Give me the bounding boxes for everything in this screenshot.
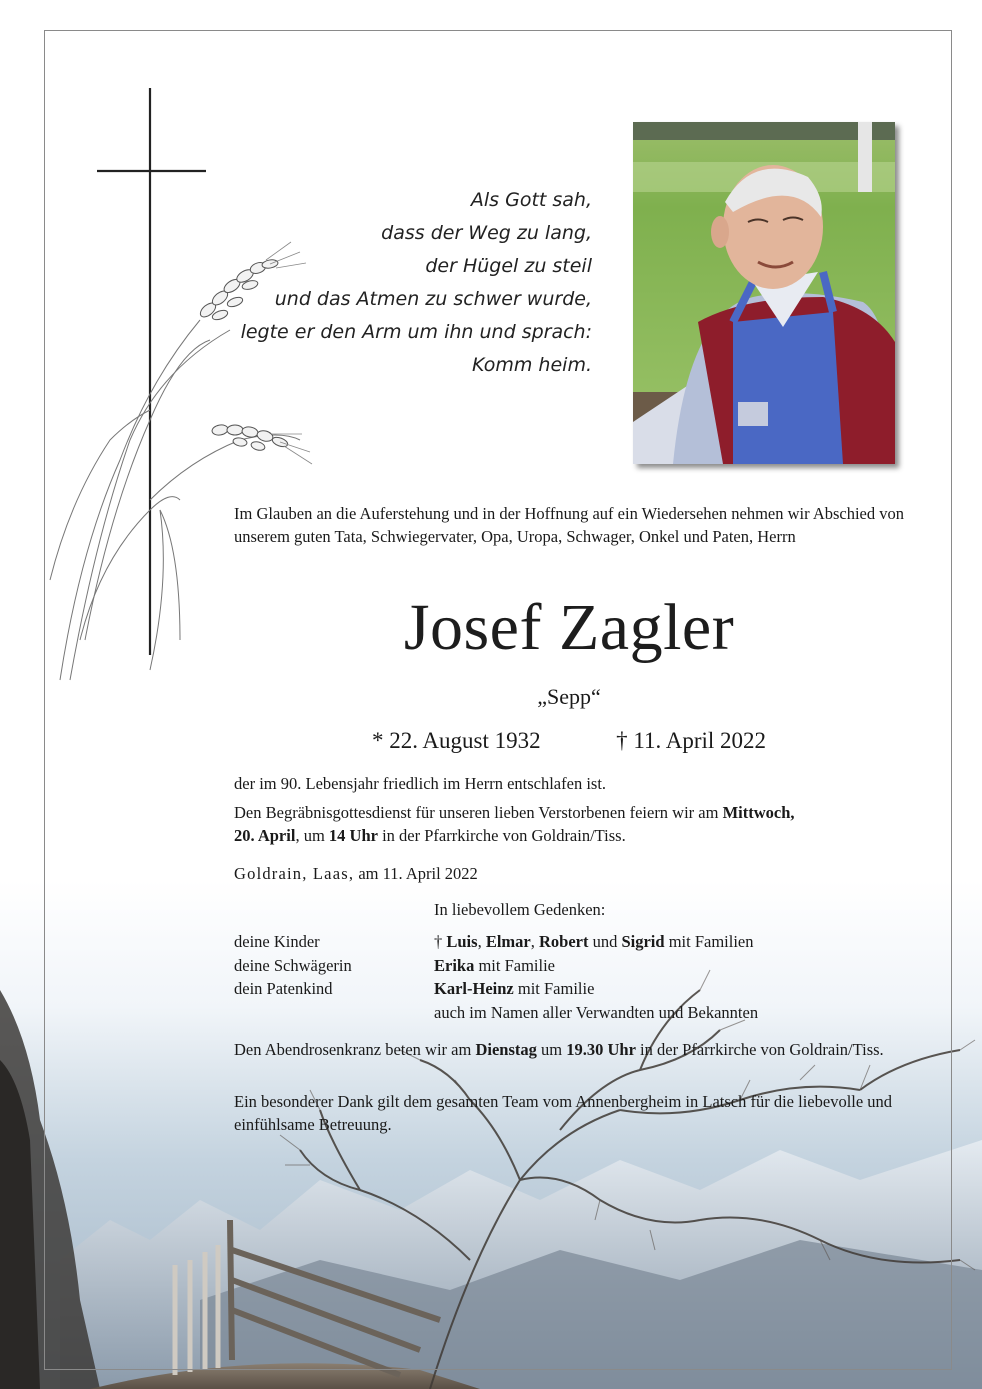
relatives-row — [234, 977, 758, 1001]
intro-text: Im Glauben an die Auferstehung und in der Hoffnung auf ein Wiedersehen nehmen wir Abschied von unserem guten Tata, Schwiegervater, Opa, Uropa, Schwager, Onkel und Paten, Herrn — [234, 504, 905, 546]
funeral-text: in der Pfarrkirche von Goldrain/Tiss. — [377, 826, 626, 845]
deceased-name: Josef Zagler — [403, 591, 735, 664]
notice-date: am 11. April 2022 — [354, 864, 478, 883]
rosary-text: Den Abendrosenkranz beten wir am — [234, 1040, 476, 1059]
separator: , — [530, 932, 539, 951]
place: Goldrain, Laas, — [234, 864, 355, 883]
relation-label: dein Patenkind — [234, 979, 333, 998]
separator: und — [588, 932, 622, 951]
funeral-date: 20. April — [234, 826, 296, 845]
relation-label: deine Kinder — [234, 932, 320, 951]
relatives-row — [234, 1001, 758, 1025]
life-dates — [234, 728, 904, 754]
rosary-notice — [234, 1038, 914, 1061]
poem-line: dass der Weg zu lang, — [381, 222, 592, 244]
rosary-text: um — [536, 1040, 567, 1059]
separator: , — [477, 932, 486, 951]
relative-name: Karl-Heinz — [434, 979, 514, 998]
relative-name: Erika — [434, 955, 475, 975]
gedenken-heading: In liebevollem Gedenken: — [434, 900, 606, 919]
death-date: † 11. April 2022 — [616, 728, 767, 753]
relative-name: Robert — [538, 932, 589, 951]
relatives-row — [234, 930, 758, 954]
relatives-list — [234, 930, 758, 1024]
rosary-day: Dienstag — [475, 1040, 537, 1059]
poem-line: der Hügel zu steil — [425, 255, 592, 277]
portrait-photo — [633, 122, 895, 464]
relation-label: deine Schwägerin — [234, 955, 352, 975]
place-date — [234, 862, 914, 885]
relatives-names — [434, 954, 555, 978]
separator: mit Familien — [664, 932, 754, 951]
poem-line: und das Atmen zu schwer wurde, — [274, 288, 592, 310]
rosary-text: in der Pfarrkirche von Goldrain/Tiss. — [635, 1040, 884, 1059]
relative-name: Elmar — [485, 932, 531, 951]
relatives-note: auch im Namen aller Verwandten und Bekannten — [434, 1002, 759, 1022]
relatives-names — [434, 977, 594, 1001]
funeral-text: , um — [295, 826, 329, 845]
funeral-time: 14 Uhr — [328, 826, 378, 845]
poem-line: Komm heim. — [471, 354, 592, 376]
poem — [200, 184, 592, 382]
relatives-names — [434, 930, 754, 954]
funeral-day: Mittwoch, — [722, 803, 795, 822]
relation-label — [234, 1001, 434, 1025]
funeral-notice — [234, 801, 914, 847]
relatives-row — [234, 954, 758, 978]
rosary-time: 19.30 Uhr — [566, 1040, 636, 1059]
poem-line: Als Gott sah, — [470, 189, 592, 211]
poem-line: legte er den Arm um ihn und sprach: — [240, 321, 592, 343]
cross-symbol: † — [434, 932, 447, 951]
deceased-nickname: „Sepp“ — [537, 684, 601, 709]
funeral-text: Den Begräbnisgottesdienst für unseren lieben Verstorbenen feiern wir am — [234, 803, 723, 822]
relative-name: Luis — [446, 932, 478, 951]
relative-suffix: mit Familie — [474, 955, 556, 975]
birth-date: * 22. August 1932 — [371, 728, 541, 753]
age-line: der im 90. Lebensjahr friedlich im Herrn entschlafen ist. — [234, 774, 607, 793]
relative-suffix: mit Familie — [513, 979, 595, 998]
relative-name: Sigrid — [621, 932, 665, 951]
thanks-notice: Ein besonderer Dank gilt dem gesamten Team vom Annenbergheim in Latsch für die liebevolle und einfühlsame Betreuung. — [234, 1092, 893, 1134]
